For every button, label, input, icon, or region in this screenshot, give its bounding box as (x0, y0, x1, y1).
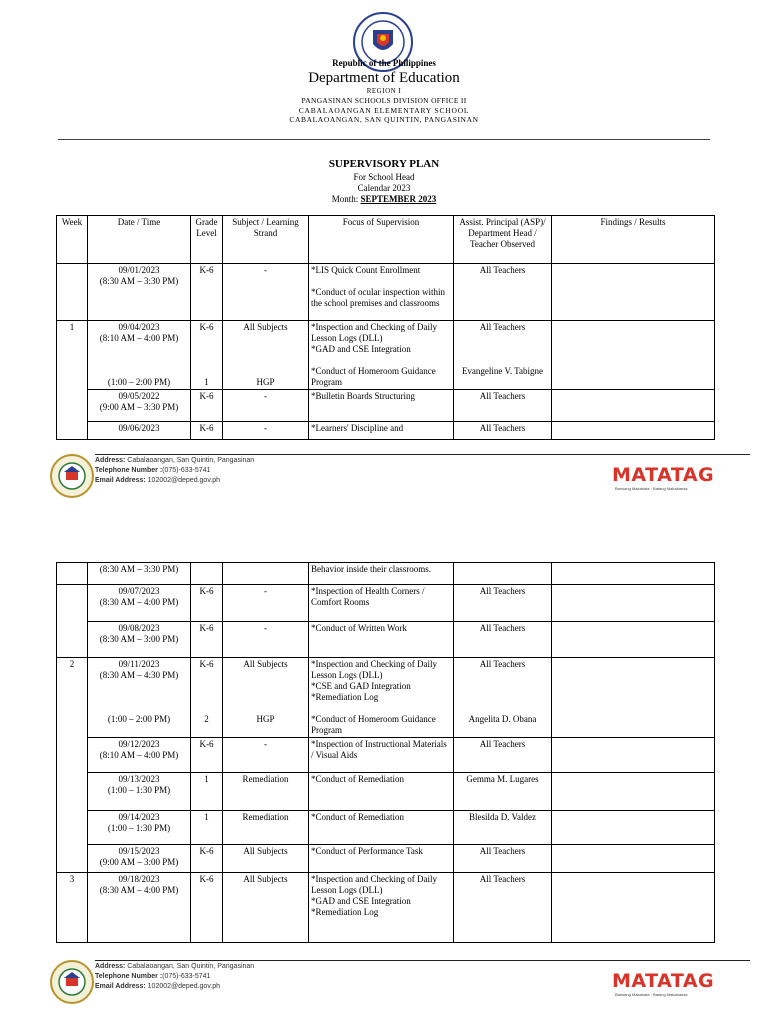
findings-cell (552, 811, 715, 845)
subject-cell (223, 658, 309, 738)
subject-cell: - (223, 422, 309, 440)
date-text: 09/07/2023 (118, 586, 160, 596)
date-text: 09/08/2023 (118, 623, 160, 633)
date-text: 09/05/2022 (118, 391, 160, 401)
focus-text: *Conduct of Homeroom Guidance Program (311, 366, 436, 387)
focus-text: *GAD and CSE Integration (311, 344, 411, 354)
week-cell (57, 585, 88, 658)
location-line: CABALAOANGAN, SAN QUINTIN, PANGASINAN (289, 115, 479, 124)
grade-cell: 1 (191, 811, 223, 845)
plan-calendar: Calendar 2023 (357, 183, 411, 193)
address-value: Cabalaoangan, San Quintin, Pangasinan (127, 457, 255, 464)
focus-text: *Inspection and Checking of Daily Lesson Logs (DLL) (311, 659, 437, 680)
grade-cell: K-6 (191, 264, 223, 321)
teacher-cell: All Teachers (454, 845, 552, 873)
subject-cell: - (223, 585, 309, 622)
subject-text: All Subjects (243, 322, 288, 332)
page-footer (0, 958, 768, 1014)
table-row (57, 622, 715, 658)
focus-cell: *Conduct of Performance Task (309, 845, 454, 873)
page-footer (0, 452, 768, 508)
date-cell (88, 658, 191, 738)
time-text: (1:00 – 1:30 PM) (107, 823, 171, 833)
week-cell: 3 (57, 873, 88, 943)
grade-text: 2 (204, 714, 209, 724)
telephone-value: (075)-633-5741 (162, 973, 211, 980)
teacher-cell: All Teachers (454, 422, 552, 440)
header-divider (58, 139, 710, 140)
week-cell: 1 (57, 321, 88, 440)
grade-cell: 1 (191, 773, 223, 811)
grade-cell: K-6 (191, 422, 223, 440)
grade-cell: K-6 (191, 622, 223, 658)
plan-title: SUPERVISORY PLAN (328, 158, 440, 170)
focus-cell (309, 658, 454, 738)
date-cell (88, 811, 191, 845)
teacher-cell (454, 563, 552, 585)
time-text: (1:00 – 2:00 PM) (107, 377, 171, 387)
date-text: 09/15/2023 (118, 846, 160, 856)
date-cell (88, 738, 191, 773)
subject-cell: Remediation (223, 773, 309, 811)
republic-line: Republic of the Philippines (332, 58, 436, 68)
school-line: CABALAOANGAN ELEMENTARY SCHOOL (298, 106, 470, 115)
time-text: (8:30 AM – 3:30 PM) (99, 276, 179, 286)
time-text: (8:10 AM – 4:00 PM) (99, 750, 179, 760)
time-text: (8:30 AM – 4:30 PM) (99, 670, 179, 680)
telephone-label: Telephone Number : (95, 467, 163, 474)
division-line: PANGASINAN SCHOOLS DIVISION OFFICE II (301, 96, 467, 105)
date-text: 09/13/2023 (118, 774, 160, 784)
teacher-text: Evangeline V. Tabigne (461, 366, 544, 376)
week-cell: 2 (57, 658, 88, 873)
grade-cell: K-6 (191, 738, 223, 773)
table-row (57, 321, 715, 390)
teacher-cell: All Teachers (454, 622, 552, 658)
col-grade-level: Grade Level (191, 216, 223, 264)
date-cell (88, 873, 191, 943)
teacher-text: All Teachers (479, 659, 526, 669)
address-label: Address: (95, 963, 126, 970)
telephone-label: Telephone Number : (95, 973, 163, 980)
teacher-cell: All Teachers (454, 738, 552, 773)
subject-cell: - (223, 390, 309, 422)
focus-text: *GAD and CSE Integration (311, 896, 411, 906)
grade-cell: K-6 (191, 390, 223, 422)
time-text: (9:00 AM – 3:30 PM) (99, 402, 179, 412)
focus-text: *Remediation Log (311, 907, 379, 917)
col-subject: Subject / Learning Strand (223, 216, 309, 264)
focus-cell: *Learners' Discipline and (309, 422, 454, 440)
date-text: 09/12/2023 (118, 739, 160, 749)
findings-cell (552, 845, 715, 873)
subject-text: All Subjects (243, 659, 288, 669)
grade-cell (191, 563, 223, 585)
email-value: 102002@deped.gov.ph (147, 477, 221, 484)
grade-text: K-6 (199, 659, 214, 669)
table-row (57, 773, 715, 811)
time-text: (8:30 AM – 4:00 PM) (99, 597, 179, 607)
subject-cell (223, 563, 309, 585)
subject-cell: All Subjects (223, 845, 309, 873)
teacher-text: All Teachers (479, 322, 526, 332)
department-title: Department of Education (308, 70, 460, 86)
supervisory-plan-table-2 (56, 562, 715, 943)
school-logo-icon (50, 454, 94, 498)
date-text: 09/14/2023 (118, 812, 160, 822)
table-row (57, 738, 715, 773)
telephone-value: (075)-633-5741 (162, 467, 211, 474)
email-value: 102002@deped.gov.ph (147, 983, 221, 990)
date-text: 09/11/2023 (118, 659, 160, 669)
findings-cell (552, 773, 715, 811)
footer-divider (95, 960, 750, 961)
grade-cell (191, 321, 223, 390)
address-label: Address: (95, 457, 126, 464)
table-row (57, 845, 715, 873)
findings-cell (552, 622, 715, 658)
grade-cell: K-6 (191, 873, 223, 943)
footer-contact (95, 456, 254, 486)
teacher-cell: Blesilda D. Valdez (454, 811, 552, 845)
teacher-cell: All Teachers (454, 264, 552, 321)
focus-text: *LIS Quick Count Enrollment (311, 265, 421, 275)
supervisory-plan-table-1 (56, 215, 715, 440)
subject-text: HGP (256, 377, 275, 387)
time-text: (8:10 AM – 4:00 PM) (99, 333, 179, 343)
findings-cell (552, 422, 715, 440)
date-text: 09/18/2023 (118, 874, 160, 884)
table-row (57, 811, 715, 845)
date-cell: (8:30 AM – 3:30 PM) (88, 563, 191, 585)
subject-cell: - (223, 622, 309, 658)
address-value: Cabalaoangan, San Quintin, Pangasinan (127, 963, 255, 970)
findings-cell (552, 873, 715, 943)
teacher-cell: Gemma M. Lugares (454, 773, 552, 811)
findings-cell (552, 585, 715, 622)
table-row (57, 658, 715, 738)
matatag-logo: MATATAG (612, 464, 715, 486)
plan-month (0, 194, 768, 204)
table-row (57, 264, 715, 321)
date-cell (88, 622, 191, 658)
matatag-logo: MATATAG (612, 970, 715, 992)
matatag-tagline: Bansang Makabata · Batang Makabansa (615, 486, 688, 491)
focus-cell (309, 321, 454, 390)
subject-cell: Remediation (223, 811, 309, 845)
findings-cell (552, 390, 715, 422)
date-cell (88, 321, 191, 390)
col-week: Week (57, 216, 88, 264)
focus-cell: *Conduct of Written Work (309, 622, 454, 658)
focus-text: *Conduct of Homeroom Guidance Program (311, 714, 436, 735)
date-cell (88, 845, 191, 873)
table-row (57, 390, 715, 422)
focus-cell: *Inspection of Health Corners / Comfort Rooms (309, 585, 454, 622)
date-cell (88, 585, 191, 622)
week-cell (57, 563, 88, 585)
table-row (57, 873, 715, 943)
month-value: SEPTEMBER 2023 (360, 194, 437, 204)
time-text: (1:00 – 1:30 PM) (107, 785, 171, 795)
grade-cell (191, 658, 223, 738)
col-findings: Findings / Results (552, 216, 715, 264)
findings-cell (552, 658, 715, 738)
footer-divider (95, 454, 750, 455)
focus-text: *Conduct of ocular inspection within the school premises and classrooms (311, 287, 445, 308)
focus-text: *Inspection and Checking of Daily Lesson Logs (DLL) (311, 322, 437, 343)
focus-cell: *Inspection of Instructional Materials / Visual Aids (309, 738, 454, 773)
table-row (57, 585, 715, 622)
subject-text: HGP (256, 714, 275, 724)
school-logo-icon (50, 960, 94, 1004)
findings-cell (552, 738, 715, 773)
teacher-cell: All Teachers (454, 390, 552, 422)
matatag-tagline: Bansang Makabata · Batang Makabansa (615, 992, 688, 997)
subject-cell: All Subjects (223, 873, 309, 943)
plan-for: For School Head (353, 172, 415, 182)
teacher-cell: All Teachers (454, 873, 552, 943)
email-label: Email Address: (95, 477, 146, 484)
subject-cell: - (223, 264, 309, 321)
focus-cell: *Conduct of Remediation (309, 773, 454, 811)
teacher-text: Angelita D. Obana (468, 714, 537, 724)
time-text: (8:30 AM – 4:00 PM) (99, 885, 179, 895)
findings-cell (552, 264, 715, 321)
teacher-cell (454, 321, 552, 390)
date-cell (88, 264, 191, 321)
grade-text: 1 (204, 377, 209, 387)
date-cell (88, 773, 191, 811)
focus-cell (309, 873, 454, 943)
col-teacher-observed: Assist. Principal (ASP)/ Department Head / Teacher Observed (454, 216, 552, 264)
table-row (57, 563, 715, 585)
teacher-cell: All Teachers (454, 585, 552, 622)
col-focus: Focus of Supervision (309, 216, 454, 264)
subject-cell: - (223, 738, 309, 773)
time-text: (9:00 AM – 3:00 PM) (99, 857, 179, 867)
table-header-row (57, 216, 715, 264)
month-label: Month: (331, 194, 359, 204)
date-cell (88, 390, 191, 422)
time-text: (1:00 – 2:00 PM) (107, 714, 171, 724)
date-text: 09/01/2023 (118, 265, 160, 275)
date-cell: 09/06/2023 (88, 422, 191, 440)
focus-cell: Behavior inside their classrooms. (309, 563, 454, 585)
grade-text: K-6 (199, 322, 214, 332)
table-row (57, 422, 715, 440)
focus-text: *Remediation Log (311, 692, 379, 702)
findings-cell (552, 321, 715, 390)
grade-cell: K-6 (191, 845, 223, 873)
subject-cell (223, 321, 309, 390)
email-label: Email Address: (95, 983, 146, 990)
col-date-time: Date / Time (88, 216, 191, 264)
date-text: 09/04/2023 (118, 322, 160, 332)
focus-text: *CSE and GAD Integration (311, 681, 411, 691)
focus-cell (309, 264, 454, 321)
week-cell (57, 264, 88, 321)
region-line: REGION I (366, 87, 402, 95)
teacher-cell (454, 658, 552, 738)
footer-contact (95, 962, 254, 992)
findings-cell (552, 563, 715, 585)
grade-cell: K-6 (191, 585, 223, 622)
focus-cell: *Bulletin Boards Structuring (309, 390, 454, 422)
focus-cell: *Conduct of Remediation (309, 811, 454, 845)
focus-text: *Inspection and Checking of Daily Lesson Logs (DLL) (311, 874, 437, 895)
time-text: (8:30 AM – 3:00 PM) (99, 634, 179, 644)
